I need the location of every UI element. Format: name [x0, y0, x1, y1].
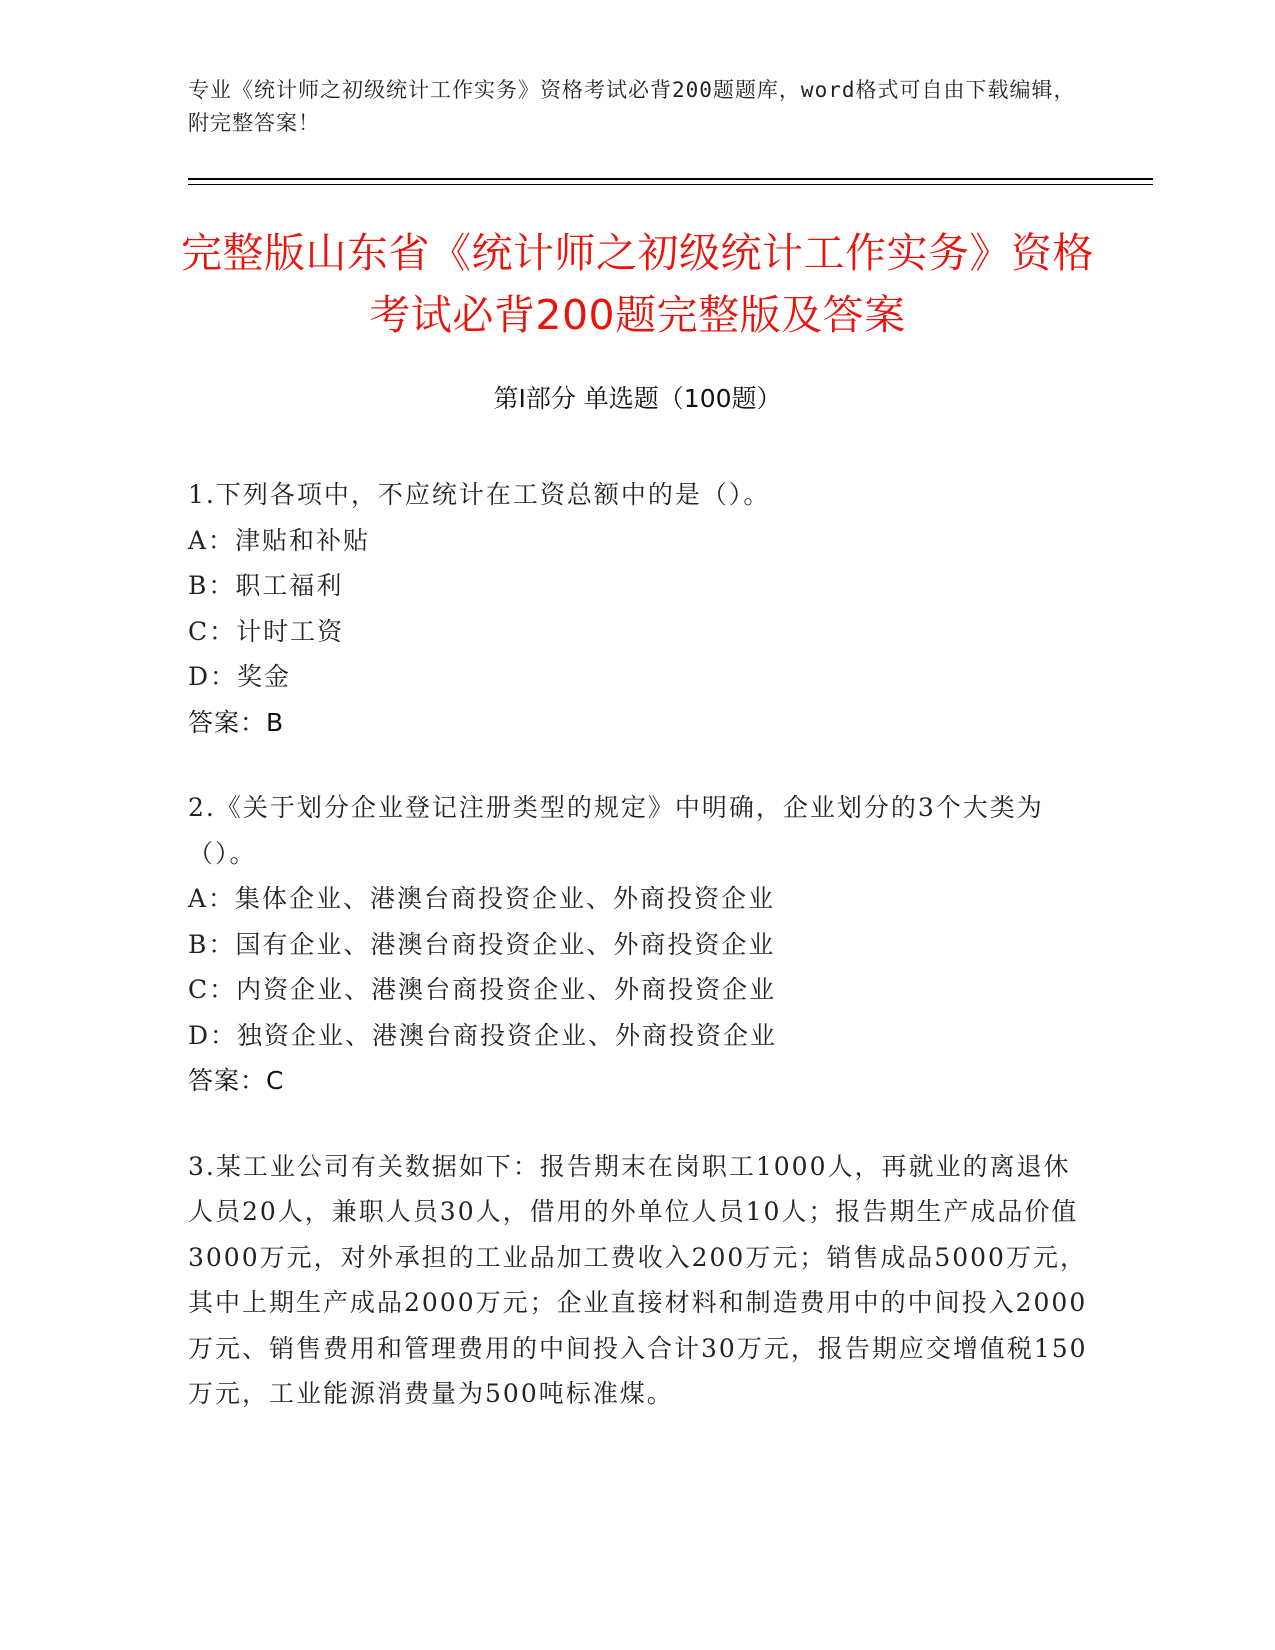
option-d: D：奖金: [188, 662, 292, 691]
option-d: D：独资企业、港澳台商投资企业、外商投资企业: [188, 1020, 778, 1050]
header-divider-thick: [188, 178, 1153, 180]
option-a: A：津贴和补贴: [188, 525, 371, 555]
option-b: B：职工福利: [188, 571, 344, 600]
question-1: [188, 472, 1093, 745]
answer-label: 答案：C: [188, 1066, 285, 1095]
question-list: [188, 472, 1093, 1457]
answer-label: 答案：B: [188, 707, 285, 737]
question-2: [188, 785, 1093, 1104]
question-text: 3.某工业公司有关数据如下：报告期末在岗职工1000人，再就业的离退休人员20人，兼职人员30人，借用的外单位人员10人；报告期生产成品价值3000万元，对外承担的工业品加工费收入200万元；销售成品5000万元，其中上期生产成品2000万元；企业直接材料和制造费用中的中间投入2000万元、销售费用和管理费用的中间投入合计30万元，报告期应交增值税150万元，工业能源消费量为500吨标准煤。: [188, 1151, 1088, 1408]
option-a: A：集体企业、港澳台商投资企业、外商投资企业: [188, 884, 776, 913]
header-note: 专业《统计师之初级统计工作实务》资格考试必背200题题库，word格式可自由下载编辑，附完整答案！: [188, 78, 1076, 135]
section-heading: 第Ⅰ部分 单选题（100题）: [493, 384, 782, 413]
option-c: C：计时工资: [188, 616, 345, 646]
document-title: 完整版山东省《统计师之初级统计工作实务》资格考试必背200题完整版及答案: [181, 229, 1094, 339]
question-text: 1.下列各项中，不应统计在工资总额中的是（）。: [188, 480, 771, 509]
header-divider-thin: [188, 184, 1153, 185]
question-text: 2.《关于划分企业登记注册类型的规定》中明确，企业划分的3个大类为（）。: [188, 793, 1044, 868]
option-c: C：内资企业、港澳台商投资企业、外商投资企业: [188, 975, 777, 1004]
question-3: [188, 1144, 1093, 1417]
option-b: B：国有企业、港澳台商投资企业、外商投资企业: [188, 929, 776, 959]
